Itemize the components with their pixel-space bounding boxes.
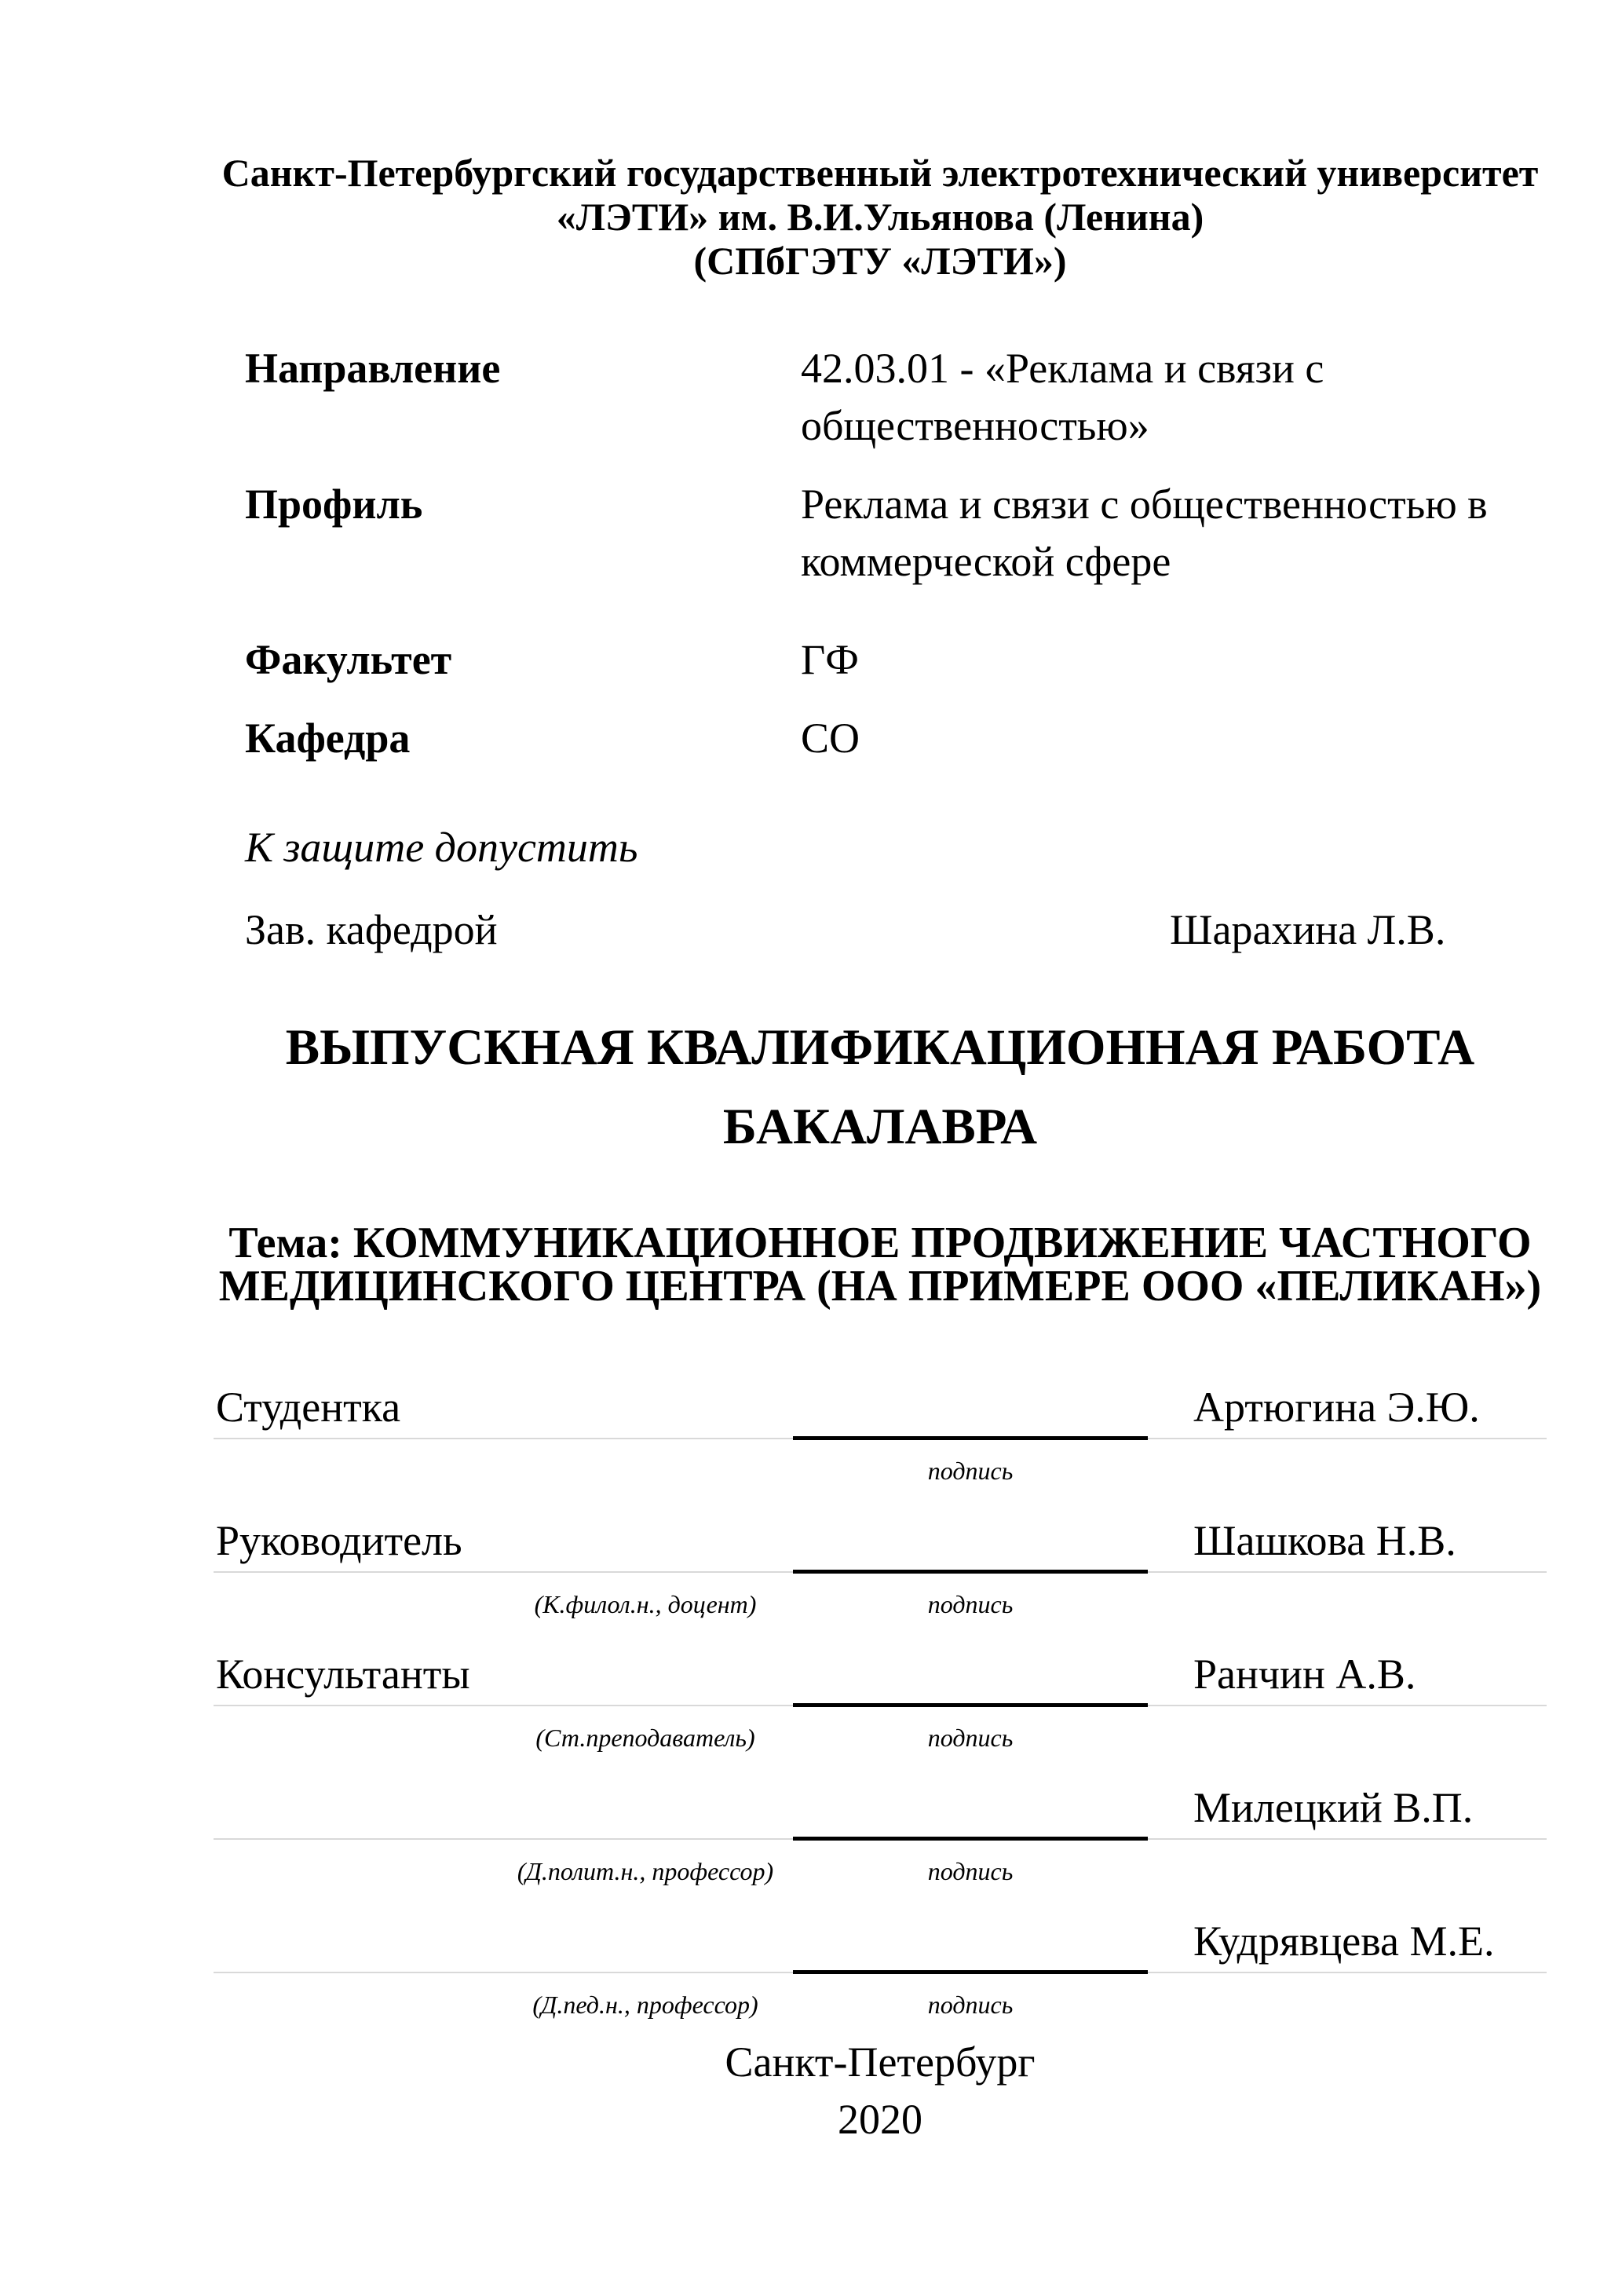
consultant2-signature-line	[793, 1837, 1148, 1841]
topic-text: Тема: КОММУНИКАЦИОННОЕ ПРОДВИЖЕНИЕ ЧАСТНОГО МЕДИЦИНСКОГО ЦЕНТРА (НА ПРИМЕРЕ ООО «ПЕЛИКАН»)	[218, 1219, 1542, 1311]
department-value: СО	[801, 715, 860, 762]
dept-head-name: Шарахина Л.В.	[1170, 906, 1446, 953]
footer-city: Санкт-Петербург	[725, 2038, 1036, 2086]
consultant1-signature-line	[793, 1703, 1148, 1707]
faculty-label: Факультет	[245, 636, 452, 683]
consultant3-qualification: (Д.пед.н., профессор)	[532, 1991, 758, 2019]
supervisor-qualification: (К.филол.н., доцент)	[534, 1590, 757, 1618]
department-label: Кафедра	[245, 715, 411, 762]
signature-row-student	[214, 1382, 1547, 1515]
student-role-label: Студентка	[216, 1384, 401, 1431]
work-title	[214, 1008, 1547, 1167]
direction-value: 42.03.01 - «Реклама и связи с общественностью»	[801, 345, 1324, 449]
consultant3-sign-caption: подпись	[927, 1991, 1014, 2019]
supervisor-name: Шашкова Н.В.	[1193, 1517, 1456, 1564]
signature-row-consultant3	[214, 1916, 1547, 2049]
student-signature-line	[793, 1436, 1148, 1440]
faculty-value: ГФ	[801, 636, 859, 683]
footer-year: 2020	[838, 2096, 922, 2143]
supervisor-signature-line	[793, 1570, 1148, 1574]
supervisor-sign-caption: подпись	[927, 1590, 1014, 1618]
consultant2-sign-caption: подпись	[927, 1857, 1014, 1885]
student-sign-caption: подпись	[927, 1457, 1014, 1485]
profile-value: Реклама и связи с общественностью в коммерческой сфере	[801, 481, 1488, 585]
supervisor-role-label: Руководитель	[216, 1517, 462, 1564]
admission-note: К защите допустить	[245, 824, 638, 871]
work-title-line2: БАКАЛАВРА	[722, 1099, 1038, 1155]
signature-row-supervisor	[214, 1515, 1547, 1649]
consultant2-qualification: (Д.полит.н., профессор)	[517, 1857, 774, 1885]
consultant1-name: Ранчин А.В.	[1193, 1651, 1416, 1698]
student-name: Артюгина Э.Ю.	[1193, 1384, 1480, 1431]
signature-row-consultant1	[214, 1649, 1547, 1782]
consultant2-name: Милецкий В.П.	[1193, 1784, 1474, 1831]
work-title-line1: ВЫПУСКНАЯ КВАЛИФИКАЦИОННАЯ РАБОТА	[285, 1019, 1475, 1076]
university-name-line1: Санкт-Петербургский государственный электротехнический университет	[221, 151, 1539, 195]
signature-row-consultant2	[214, 1782, 1547, 1916]
dept-head-label: Зав. кафедрой	[245, 906, 498, 953]
consultant1-qualification: (Ст.преподаватель)	[535, 1724, 755, 1752]
profile-label: Профиль	[245, 481, 423, 528]
direction-label: Направление	[245, 345, 501, 392]
consultant3-name: Кудрявцева М.Е.	[1193, 1918, 1495, 1965]
consultant3-signature-line	[793, 1970, 1148, 1974]
consultant1-sign-caption: подпись	[927, 1724, 1014, 1752]
university-header	[214, 151, 1547, 283]
footer	[214, 2034, 1547, 2148]
university-abbreviation: (СПбГЭТУ «ЛЭТИ»)	[693, 239, 1067, 283]
consultants-role-label: Консультанты	[216, 1651, 470, 1698]
university-name-line2: «ЛЭТИ» им. В.И.Ульянова (Ленина)	[556, 195, 1204, 239]
